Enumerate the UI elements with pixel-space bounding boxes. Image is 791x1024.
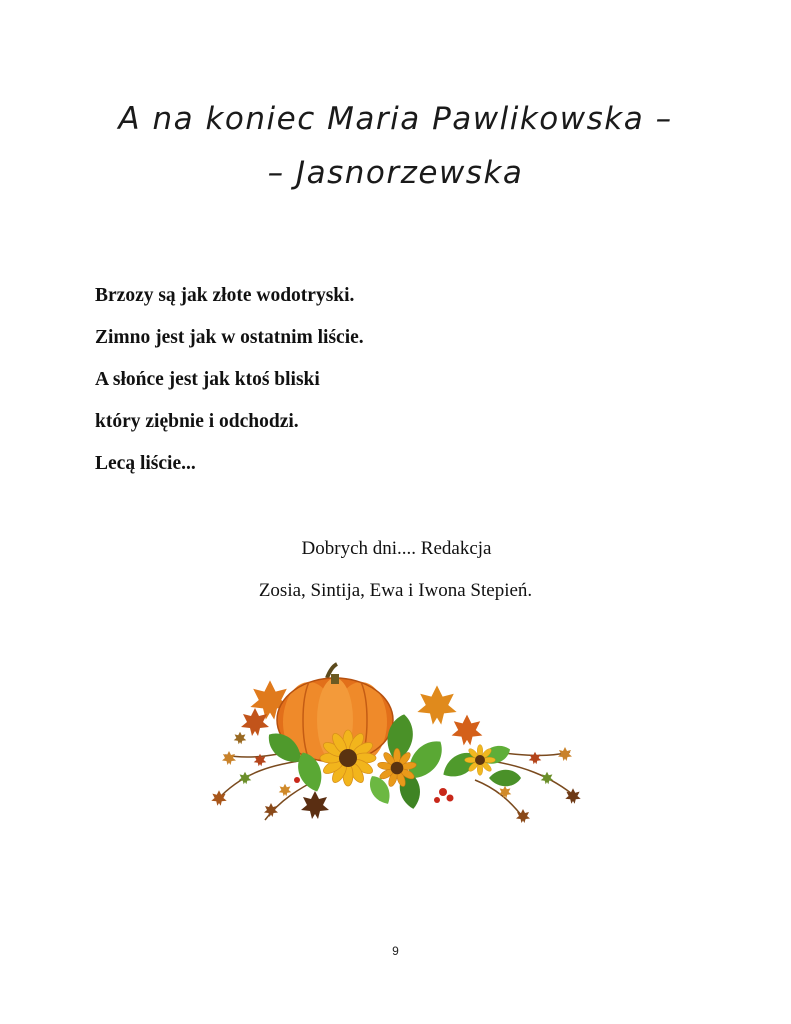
- signature-greeting: Dobrych dni.... Redakcja: [301, 538, 492, 559]
- title-line-2: – Jasnorzewska: [267, 155, 524, 191]
- poem-line: Brzozy są jak złote wodotryski.: [95, 285, 355, 306]
- signature-authors: Zosia, Sintija, Ewa i Iwona Stepień.: [258, 580, 533, 601]
- editorial-signature: [0, 528, 791, 612]
- page-title: [0, 92, 791, 200]
- poem-line: Zimno jest jak w ostatnim liście.: [95, 327, 364, 348]
- autumn-pumpkin-illustration: [205, 660, 590, 840]
- poem-line: A słońce jest jak ktoś bliski: [95, 369, 320, 390]
- page-number: 9: [392, 944, 399, 958]
- title-line-1: A na koniec Maria Pawlikowska –: [118, 101, 673, 137]
- poem-line: Lecą liście...: [95, 453, 196, 474]
- sunflower: [465, 745, 496, 776]
- poem-line: który ziębnie i odchodzi.: [95, 411, 299, 432]
- poem: [95, 275, 364, 485]
